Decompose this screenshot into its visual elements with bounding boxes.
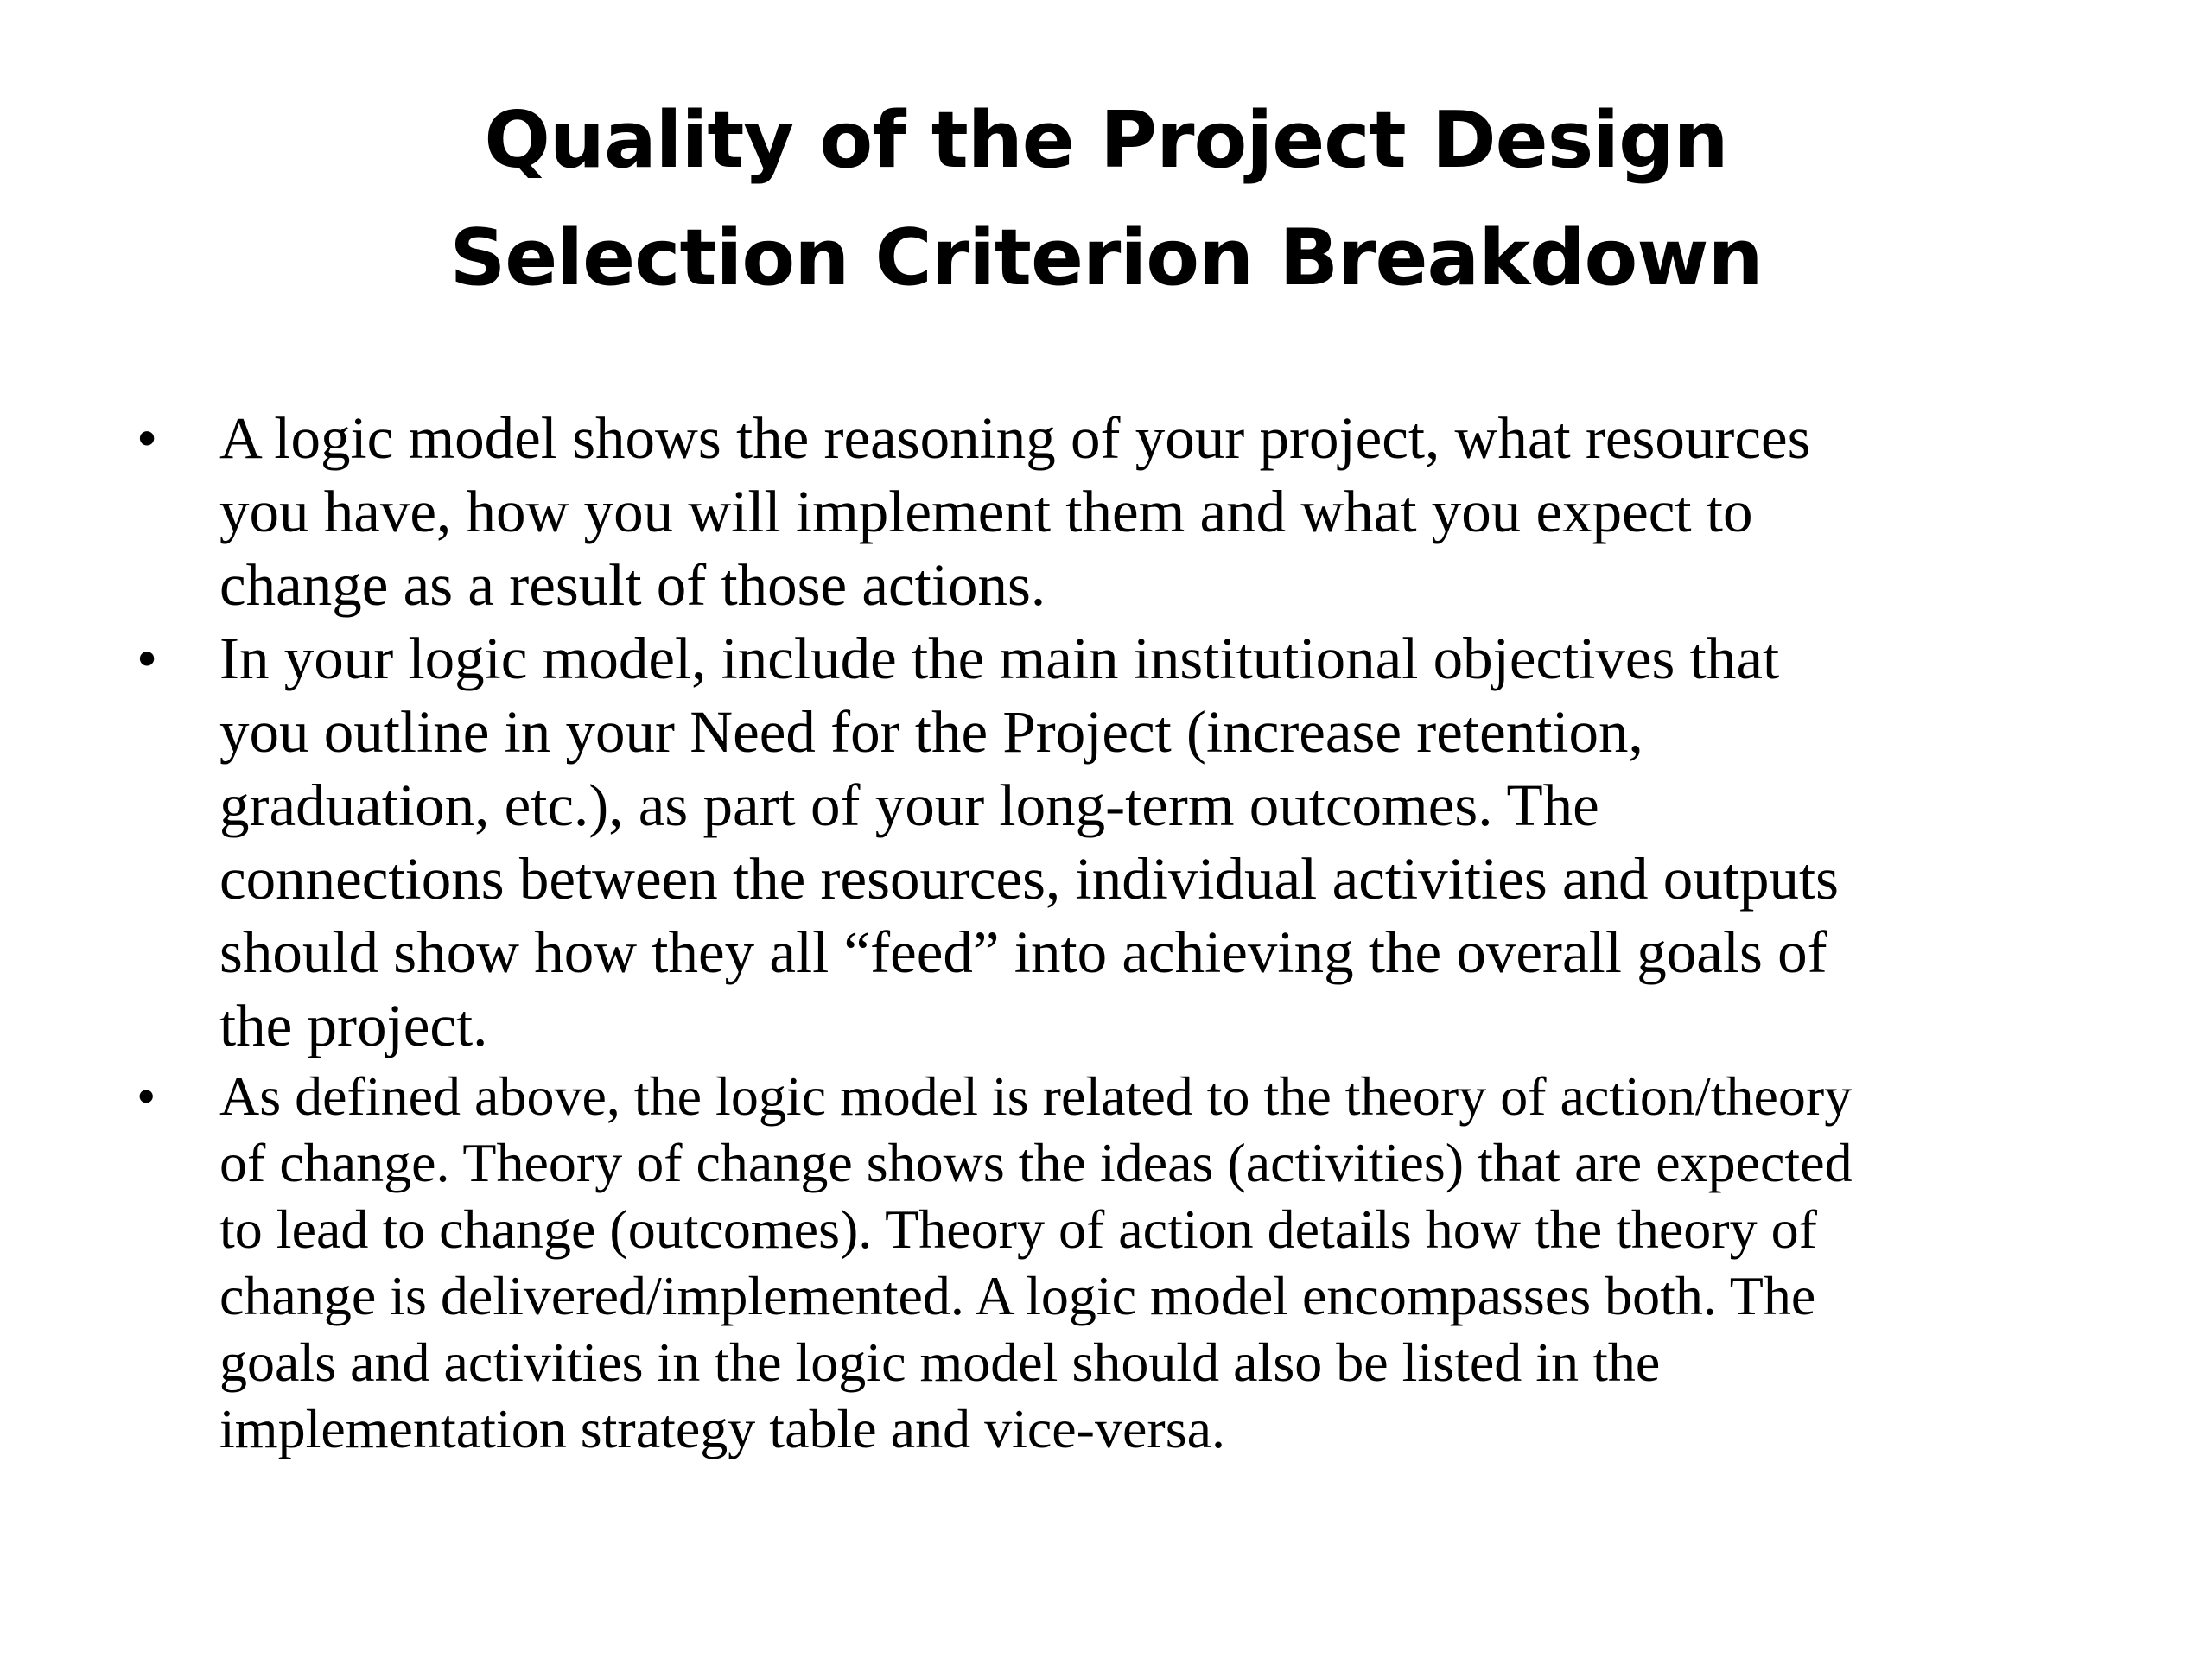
- bullet-1-line-2: you have, how you will implement them and what you expect to: [219, 479, 1753, 544]
- bullet-3-line-4: change is delivered/implemented. A logic model encompasses both. The: [219, 1265, 1816, 1326]
- bullet-list: [130, 402, 2091, 1462]
- bullet-3-line-1: As defined above, the logic model is related to the theory of action/theory: [219, 1065, 1853, 1127]
- bullet-item-logic-model-reasoning: [130, 402, 2091, 622]
- bullet-2-line-5: should show how they all “feed” into achieving the overall goals of: [219, 919, 1827, 985]
- title-line-1: Quality of the Project Design: [484, 95, 1728, 186]
- bullet-dot-icon: •: [137, 626, 158, 691]
- bullet-dot-icon: •: [137, 1065, 156, 1127]
- bullet-dot-icon: •: [137, 405, 158, 471]
- bullet-item-institutional-objectives: [130, 622, 2091, 1063]
- title-line-2: Selection Criterion Breakdown: [449, 213, 1763, 303]
- bullet-2-line-3: graduation, etc.), as part of your long-term outcomes. The: [219, 772, 1599, 838]
- slide-title: [0, 82, 2212, 317]
- bullet-2-line-2: you outline in your Need for the Project (increase retention,: [219, 699, 1643, 765]
- bullet-3-line-6: implementation strategy table and vice-versa.: [219, 1398, 1225, 1459]
- bullet-item-theory-of-change: [130, 1063, 2091, 1462]
- bullet-1-line-1: A logic model shows the reasoning of your project, what resources: [219, 405, 1811, 471]
- bullet-3-line-3: to lead to change (outcomes). Theory of action details how the theory of: [219, 1198, 1817, 1260]
- bullet-1-line-3: change as a result of those actions.: [219, 552, 1046, 618]
- bullet-2-line-4: connections between the resources, individual activities and outputs: [219, 846, 1839, 912]
- bullet-2-line-6: the project.: [219, 993, 488, 1058]
- bullet-3-line-5: goals and activities in the logic model should also be listed in the: [219, 1332, 1661, 1393]
- bullet-2-line-1: In your logic model, include the main institutional objectives that: [219, 626, 1780, 691]
- bullet-3-line-2: of change. Theory of change shows the ideas (activities) that are expected: [219, 1132, 1853, 1193]
